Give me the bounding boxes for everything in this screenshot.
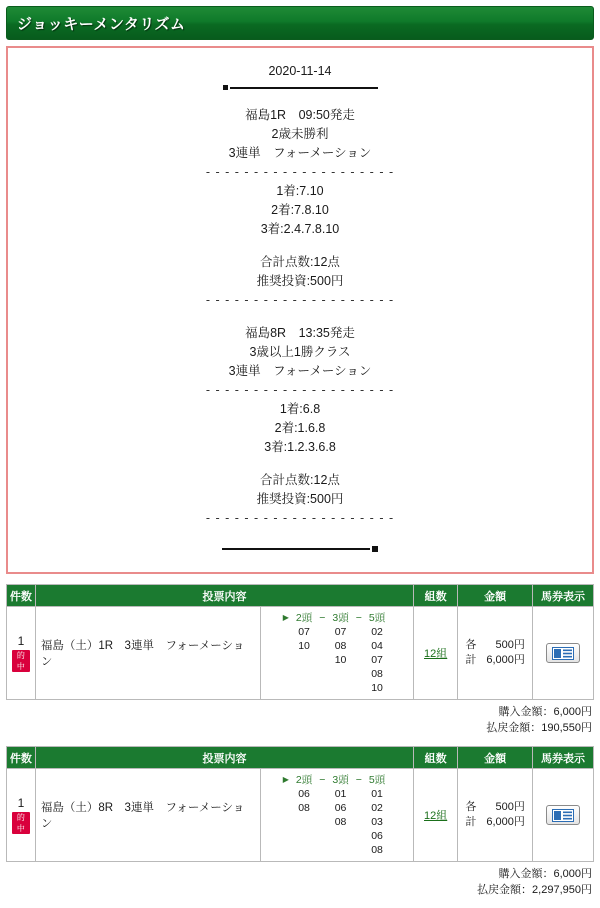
status-badge: 的中 [12, 812, 30, 834]
amount-label: 各 [465, 801, 477, 813]
race-1-leg-1: 1着:7.10 [276, 184, 324, 198]
ken-number: 1 [17, 796, 25, 810]
bet-table-race-1 [6, 584, 594, 700]
ticket-icon [552, 647, 574, 660]
formation-num: 08 [298, 802, 310, 814]
race-2-name: 福島8R 13:35発走 [245, 326, 355, 340]
totals-race-2 [6, 862, 594, 898]
header-ken: 件数 [7, 747, 36, 769]
race-2-leg-2: 2着:1.6.8 [274, 421, 326, 435]
kumi-link[interactable]: 12組 [424, 810, 448, 822]
formation-num: 04 [371, 640, 383, 652]
formation-num: 06 [334, 802, 347, 814]
triangle-icon: ▶ [282, 775, 289, 784]
race-2-bet-type: 3連単 フォーメーション [228, 364, 372, 378]
formation-num: 07 [298, 626, 310, 638]
race-1-bet-type: 3連単 フォーメーション [228, 146, 372, 160]
race-1-divider-2: - - - - - - - - - - - - - - - - - - - - [205, 293, 395, 307]
ticket-icon [552, 809, 574, 822]
race-1-name: 福島1R 09:50発走 [245, 108, 355, 122]
race-1-class: 2歳未勝利 [271, 127, 329, 141]
race-2-class: 3歳以上1勝クラス [249, 345, 351, 359]
formation-num: 08 [334, 640, 347, 652]
amount-value: 500円 [495, 801, 525, 813]
ticket-display-button[interactable] [546, 805, 580, 825]
note-divider-bottom [18, 546, 582, 552]
amount-value: 500円 [495, 639, 525, 651]
formation-cell [260, 769, 413, 862]
race-1-total-points: 合計点数:12点 [260, 255, 340, 269]
amount-label: 計 [465, 816, 477, 828]
baken-cell [533, 607, 594, 700]
triangle-icon: ▶ [282, 613, 289, 622]
bet-table-race-2 [6, 746, 594, 862]
ken-number: 1 [17, 634, 25, 648]
race-2-total-points: 合計点数:12点 [260, 473, 340, 487]
note-divider-top [18, 85, 582, 90]
amount-value: 6,000円 [486, 654, 525, 666]
formation-num: 07 [334, 626, 347, 638]
race-label-cell: 福島（土）1R 3連単 フォーメーション [35, 607, 260, 700]
formation-num: 10 [298, 640, 310, 652]
race-2-leg-1: 1着:6.8 [279, 402, 321, 416]
table-header-row [7, 747, 594, 769]
amount-label: 各 [465, 639, 477, 651]
formation-num: 08 [334, 816, 347, 828]
header-naiyou: 投票内容 [35, 585, 413, 607]
formation-separator: − [355, 612, 362, 624]
table-header-row [7, 585, 594, 607]
totals-race-1 [6, 700, 594, 736]
formation-num: 01 [334, 788, 347, 800]
race-1-divider: - - - - - - - - - - - - - - - - - - - - [205, 165, 395, 179]
race-2-leg-3: 3着:1.2.3.6.8 [264, 440, 336, 454]
prediction-note-panel [6, 46, 594, 574]
status-badge: 的中 [12, 650, 30, 672]
ken-cell [7, 769, 36, 862]
race-label-cell: 福島（土）8R 3連単 フォーメーション [35, 769, 260, 862]
formation-num: 07 [371, 654, 383, 666]
formation-head-3: 5頭 [368, 774, 386, 786]
kumi-link[interactable]: 12組 [424, 648, 448, 660]
formation-separator: − [319, 774, 326, 786]
purchase-total: 購入金額：6,000円 [498, 868, 592, 880]
formation-num: 01 [371, 788, 383, 800]
formation-head-2: 3頭 [332, 774, 349, 786]
amount-value: 6,000円 [486, 816, 525, 828]
formation-num: 02 [371, 802, 383, 814]
app-title-bar [6, 6, 594, 40]
header-kingaku: 金額 [458, 747, 533, 769]
note-date: 2020-11-14 [268, 64, 332, 78]
formation-num: 06 [298, 788, 310, 800]
formation-head-1: 2頭 [295, 774, 313, 786]
table-row [7, 769, 594, 862]
payout-total: 払戻金額：2,297,950円 [477, 884, 592, 896]
formation-group-1 [290, 773, 318, 815]
header-baken: 馬券表示 [533, 747, 594, 769]
race-1-leg-2: 2着:7.8.10 [271, 203, 329, 217]
baken-cell [533, 769, 594, 862]
formation-separator: − [319, 612, 326, 624]
formation-num: 03 [371, 816, 383, 828]
race-2-divider: - - - - - - - - - - - - - - - - - - - - [205, 383, 395, 397]
kumi-cell [414, 769, 458, 862]
formation-head-1: 2頭 [295, 612, 313, 624]
ticket-display-button[interactable] [546, 643, 580, 663]
ken-cell [7, 607, 36, 700]
amount-label: 計 [465, 654, 477, 666]
formation-group-3 [363, 773, 391, 857]
header-kumi: 組数 [414, 585, 458, 607]
header-kingaku: 金額 [458, 585, 533, 607]
header-kumi: 組数 [414, 747, 458, 769]
formation-group-2 [326, 611, 354, 667]
formation-group-3 [363, 611, 391, 695]
formation-head-2: 3頭 [332, 612, 349, 624]
race-1-leg-3: 3着:2.4.7.8.10 [260, 222, 340, 236]
formation-num: 02 [371, 626, 383, 638]
payout-total: 払戻金額：190,550円 [486, 722, 592, 734]
formation-num: 08 [371, 844, 383, 856]
kingaku-cell [458, 769, 533, 862]
formation-cell [260, 607, 413, 700]
formation-group-1 [290, 611, 318, 653]
formation-num: 10 [334, 654, 347, 666]
formation-group-2 [326, 773, 354, 829]
formation-num: 06 [371, 830, 383, 842]
page-title: ジョッキーメンタリズム [17, 15, 186, 33]
race-1-recommended: 推奨投資:500円 [256, 274, 344, 288]
formation-head-3: 5頭 [368, 612, 386, 624]
header-naiyou: 投票内容 [35, 747, 413, 769]
table-row [7, 607, 594, 700]
purchase-total: 購入金額：6,000円 [498, 706, 592, 718]
header-ken: 件数 [7, 585, 36, 607]
kumi-cell [414, 607, 458, 700]
formation-num: 08 [371, 668, 383, 680]
kingaku-cell [458, 607, 533, 700]
formation-separator: − [355, 774, 362, 786]
race-2-divider-2: - - - - - - - - - - - - - - - - - - - - [205, 511, 395, 525]
header-baken: 馬券表示 [533, 585, 594, 607]
race-2-recommended: 推奨投資:500円 [256, 492, 344, 506]
formation-num: 10 [371, 682, 383, 694]
